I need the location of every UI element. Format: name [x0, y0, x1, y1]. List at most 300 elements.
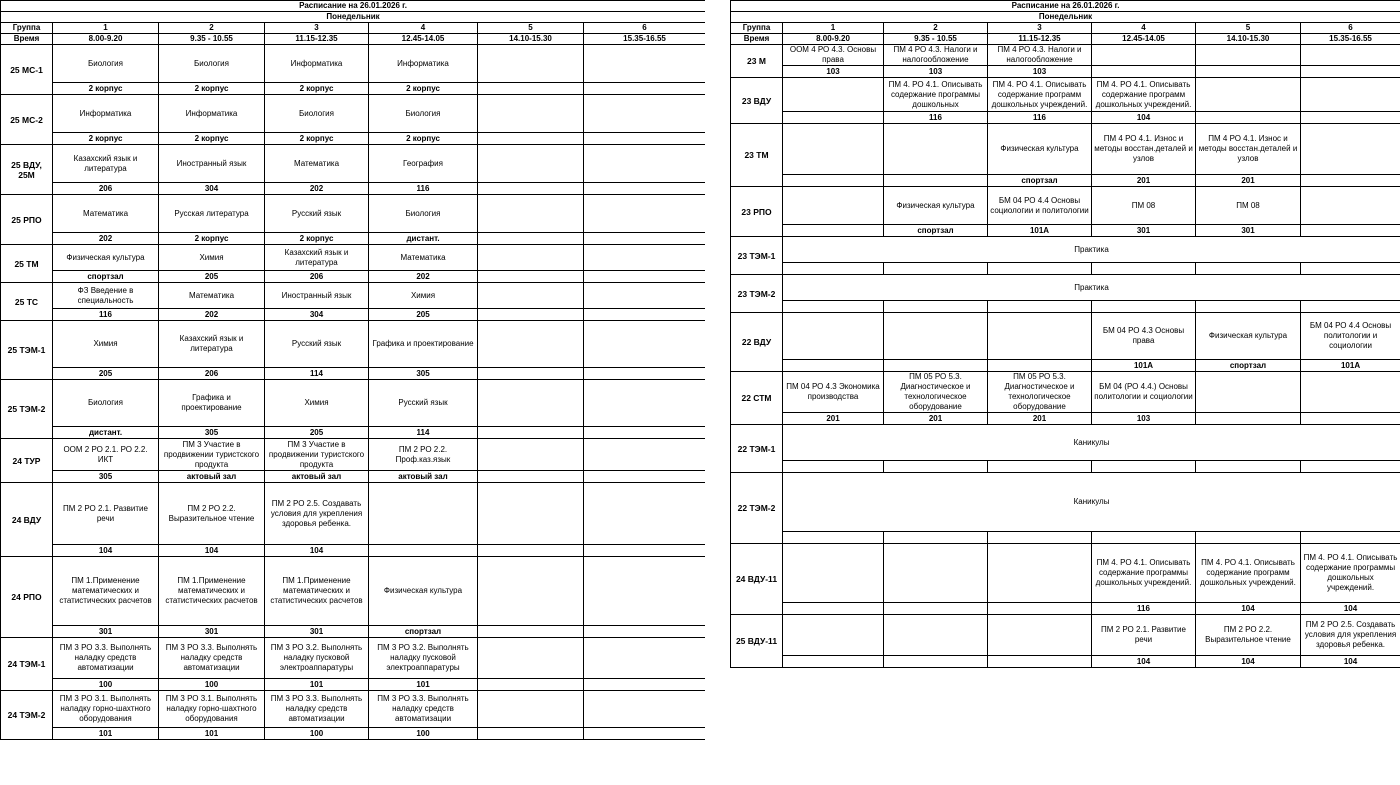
pair-number: 5	[478, 23, 584, 34]
empty-cell	[1092, 461, 1196, 473]
subject-cell: Физическая культура	[884, 187, 988, 225]
room-cell: 2 корпус	[53, 83, 159, 95]
room-cell: 201	[884, 413, 988, 425]
room-cell: 305	[53, 471, 159, 483]
pair-number: 5	[1196, 23, 1301, 34]
empty-cell	[1196, 461, 1301, 473]
group-name: 25 МС-1	[1, 45, 53, 95]
room-cell	[584, 133, 706, 145]
group-room-row	[1, 728, 706, 740]
room-cell: 2 корпус	[53, 133, 159, 145]
room-cell: 201	[1092, 175, 1196, 187]
room-cell: 104	[53, 545, 159, 557]
room-cell: 104	[159, 545, 265, 557]
pair-time: 9.35 - 10.55	[884, 34, 988, 45]
subject-cell: Казахский язык и литература	[159, 321, 265, 368]
right-schedule-table	[730, 0, 1400, 668]
group-subject-row	[1, 45, 706, 83]
group-label: Группа	[1, 23, 53, 34]
room-cell: 2 корпус	[265, 233, 369, 245]
group-name: 22 ВДУ	[731, 313, 783, 372]
room-cell: 114	[369, 427, 478, 439]
subject-cell	[1196, 78, 1301, 112]
sheet-divider	[705, 0, 730, 785]
room-cell	[478, 368, 584, 380]
room-cell: 305	[159, 427, 265, 439]
subject-cell	[1301, 187, 1400, 225]
pair-number: 2	[159, 23, 265, 34]
subject-cell: Химия	[53, 321, 159, 368]
empty-cell	[1301, 532, 1400, 544]
subject-cell: ПМ 4. РО 4.1. Описывать содержание программ дошкольных учреждений.	[988, 78, 1092, 112]
subject-cell: Информатика	[265, 45, 369, 83]
schedule-title: Расписание на 26.01.2026 г.	[731, 1, 1400, 12]
room-cell: спортзал	[884, 225, 988, 237]
group-room-row	[1, 83, 706, 95]
subject-cell	[884, 313, 988, 360]
group-name: 24 ТЭМ-1	[1, 638, 53, 691]
subject-cell	[584, 691, 706, 728]
subject-cell	[1196, 372, 1301, 413]
group-name: 24 ТУР	[1, 439, 53, 483]
empty-cell	[783, 532, 884, 544]
room-cell	[584, 183, 706, 195]
room-cell: спортзал	[1196, 360, 1301, 372]
subject-cell	[1301, 45, 1400, 66]
subject-cell: Физическая культура	[988, 124, 1092, 175]
pair-time: 14.10-15.30	[478, 34, 584, 45]
merged-activity: Каникулы	[783, 425, 1400, 461]
group-room-row	[731, 175, 1400, 187]
right-schedule-sheet	[730, 0, 1400, 668]
room-cell	[1196, 66, 1301, 78]
room-cell	[478, 626, 584, 638]
subject-cell: ПМ 3 РО 3.3. Выполнять наладку средств автоматизации	[369, 691, 478, 728]
group-subject-row	[731, 45, 1400, 66]
subject-cell	[478, 483, 584, 545]
room-cell: 116	[53, 309, 159, 321]
empty-cell	[1092, 532, 1196, 544]
subject-cell: ООМ 4 РО 4.3. Основы права	[783, 45, 884, 66]
subject-cell	[584, 45, 706, 83]
subject-cell: ПМ 4 РО 4.1. Износ и методы восстан.деталей и узлов	[1092, 124, 1196, 175]
room-cell	[478, 133, 584, 145]
subject-cell: ПМ 08	[1196, 187, 1301, 225]
group-subject-row	[1, 483, 706, 545]
day-row	[1, 12, 706, 23]
group-subject-row	[1, 321, 706, 368]
group-name: 24 ВДУ-11	[731, 544, 783, 615]
subject-cell: ПМ 3 РО 3.3. Выполнять наладку средств автоматизации	[53, 638, 159, 679]
subject-cell	[584, 195, 706, 233]
room-cell: 101	[159, 728, 265, 740]
group-name: 24 ТЭМ-2	[1, 691, 53, 740]
subject-cell	[1301, 78, 1400, 112]
subject-cell: Биология	[369, 95, 478, 133]
room-cell	[584, 83, 706, 95]
group-name: 22 ТЭМ-1	[731, 425, 783, 473]
subject-cell: Химия	[159, 245, 265, 271]
group-room-row	[731, 112, 1400, 124]
pair-time: 9.35 - 10.55	[159, 34, 265, 45]
subject-cell: ПМ 4 РО 4.1. Износ и методы восстан.деталей и узлов	[1196, 124, 1301, 175]
pair-number: 3	[988, 23, 1092, 34]
pair-number: 2	[884, 23, 988, 34]
subject-cell: Графика и проектирование	[369, 321, 478, 368]
subject-cell: Информатика	[159, 95, 265, 133]
room-cell: спортзал	[53, 271, 159, 283]
group-room-row	[1, 626, 706, 638]
subject-cell: БМ 04 РО 4.4 Основы социологии и политологии	[988, 187, 1092, 225]
subject-cell: ПМ 3 Участие в продвижении туристского продукта	[265, 439, 369, 471]
subject-cell	[478, 638, 584, 679]
subject-cell	[1301, 124, 1400, 175]
empty-cell	[783, 263, 884, 275]
empty-cell	[988, 263, 1092, 275]
empty-cell	[988, 301, 1092, 313]
subject-cell: ПМ 1.Применение математических и статистических расчетов	[159, 557, 265, 626]
pair-time: 12.45-14.05	[369, 34, 478, 45]
group-subject-row	[731, 372, 1400, 413]
group-room-row	[1, 133, 706, 145]
subject-cell	[783, 124, 884, 175]
group-label: Группа	[731, 23, 783, 34]
subject-cell: ПМ 4. РО 4.1. Описывать содержание программ дошкольных учреждений.	[1196, 544, 1301, 603]
group-subject-row	[1, 691, 706, 728]
pair-number-row	[731, 23, 1400, 34]
empty-cell	[884, 532, 988, 544]
group-room-row	[1, 545, 706, 557]
subject-cell: ПМ 04 РО 4.3 Экономика производства	[783, 372, 884, 413]
empty-cell	[1301, 263, 1400, 275]
room-cell	[584, 309, 706, 321]
pair-number: 6	[584, 23, 706, 34]
group-subject-row	[731, 78, 1400, 112]
room-cell: 100	[159, 679, 265, 691]
room-cell: 101А	[988, 225, 1092, 237]
group-subject-row	[1, 439, 706, 471]
room-cell: 201	[1196, 175, 1301, 187]
room-cell	[1301, 112, 1400, 124]
room-cell: 116	[369, 183, 478, 195]
subject-cell: ПМ 4. РО 4.1. Описывать содержание программы дошкольных учреждений.	[1092, 544, 1196, 603]
room-cell: 2 корпус	[265, 133, 369, 145]
room-cell: 100	[53, 679, 159, 691]
subject-cell: Графика и проектирование	[159, 380, 265, 427]
day-name: Понедельник	[1, 12, 706, 23]
subject-cell: География	[369, 145, 478, 183]
subject-cell	[584, 483, 706, 545]
room-cell: 301	[53, 626, 159, 638]
empty-cell	[1196, 301, 1301, 313]
room-cell: 305	[369, 368, 478, 380]
group-subject-row	[1, 380, 706, 427]
pair-time: 8.00-9.20	[53, 34, 159, 45]
subject-cell: ПМ 3 Участие в продвижении туристского продукта	[159, 439, 265, 471]
empty-cell	[1092, 301, 1196, 313]
subject-cell: Русский язык	[265, 195, 369, 233]
pair-time: 11.15-12.35	[988, 34, 1092, 45]
group-subject-row	[731, 124, 1400, 175]
subject-cell: ПМ 2 РО 2.1. Развитие речи	[53, 483, 159, 545]
room-cell: 304	[265, 309, 369, 321]
room-cell: 103	[988, 66, 1092, 78]
room-cell	[988, 603, 1092, 615]
subject-cell: ООМ 2 РО 2.1. РО 2.2. ИКТ	[53, 439, 159, 471]
group-room-row	[731, 225, 1400, 237]
group-name: 24 ВДУ	[1, 483, 53, 557]
room-cell	[478, 83, 584, 95]
room-cell	[783, 603, 884, 615]
room-cell	[783, 175, 884, 187]
subject-cell: ПМ 08	[1092, 187, 1196, 225]
room-cell: 104	[1301, 656, 1400, 668]
subject-cell: Математика	[265, 145, 369, 183]
group-room-row	[731, 603, 1400, 615]
room-cell: 100	[265, 728, 369, 740]
group-room-row	[1, 427, 706, 439]
group-room-row	[731, 301, 1400, 313]
empty-cell	[1301, 301, 1400, 313]
room-cell	[369, 545, 478, 557]
subject-cell: Биология	[265, 95, 369, 133]
group-name: 25 ТЭМ-2	[1, 380, 53, 439]
subject-cell	[783, 187, 884, 225]
room-cell: 205	[265, 427, 369, 439]
group-room-row	[1, 271, 706, 283]
room-cell	[478, 471, 584, 483]
room-cell	[783, 112, 884, 124]
group-name: 23 ТЭМ-1	[731, 237, 783, 275]
room-cell: 301	[159, 626, 265, 638]
group-name: 24 РПО	[1, 557, 53, 638]
pair-number: 1	[783, 23, 884, 34]
room-cell: 116	[884, 112, 988, 124]
subject-cell	[584, 283, 706, 309]
room-cell	[478, 271, 584, 283]
room-cell	[478, 183, 584, 195]
time-row	[1, 34, 706, 45]
subject-cell	[584, 245, 706, 271]
group-subject-row	[731, 544, 1400, 603]
room-cell	[478, 728, 584, 740]
room-cell: спортзал	[369, 626, 478, 638]
subject-cell: ПМ 2 РО 2.5. Создавать условия для укрепления здоровья ребенка.	[1301, 615, 1400, 656]
room-cell	[478, 309, 584, 321]
room-cell	[884, 656, 988, 668]
subject-cell	[584, 321, 706, 368]
room-cell	[1301, 413, 1400, 425]
room-cell	[1301, 225, 1400, 237]
room-cell	[584, 545, 706, 557]
subject-cell: Информатика	[53, 95, 159, 133]
subject-cell	[478, 145, 584, 183]
room-cell	[1196, 112, 1301, 124]
group-room-row	[731, 263, 1400, 275]
subject-cell	[478, 321, 584, 368]
subject-cell: Физическая культура	[369, 557, 478, 626]
title-row	[731, 1, 1400, 12]
group-subject-row	[731, 187, 1400, 225]
empty-cell	[988, 532, 1092, 544]
room-cell	[783, 360, 884, 372]
group-room-row	[1, 183, 706, 195]
subject-cell	[783, 78, 884, 112]
subject-cell: ПМ 3 РО 3.1. Выполнять наладку горно-шахтного оборудования	[53, 691, 159, 728]
pair-number: 4	[1092, 23, 1196, 34]
subject-cell	[478, 95, 584, 133]
subject-cell	[584, 145, 706, 183]
time-label: Время	[731, 34, 783, 45]
pair-time: 14.10-15.30	[1196, 34, 1301, 45]
room-cell: 101А	[1301, 360, 1400, 372]
subject-cell	[988, 313, 1092, 360]
group-room-row	[1, 368, 706, 380]
subject-cell	[783, 313, 884, 360]
room-cell	[1196, 413, 1301, 425]
room-cell: 201	[988, 413, 1092, 425]
room-cell	[1301, 175, 1400, 187]
subject-cell: БМ 04 РО 4.4 Основы политологии и социологии	[1301, 313, 1400, 360]
room-cell: 101	[369, 679, 478, 691]
group-subject-row	[731, 425, 1400, 461]
subject-cell: ПМ 3 РО 3.3. Выполнять наладку средств автоматизации	[159, 638, 265, 679]
room-cell: 2 корпус	[159, 233, 265, 245]
pair-time: 15.35-16.55	[584, 34, 706, 45]
room-cell: 206	[159, 368, 265, 380]
room-cell: актовый зал	[369, 471, 478, 483]
left-schedule-sheet	[0, 0, 706, 740]
subject-cell: Русский язык	[265, 321, 369, 368]
room-cell: 202	[53, 233, 159, 245]
group-room-row	[731, 656, 1400, 668]
subject-cell: Химия	[265, 380, 369, 427]
merged-activity: Каникулы	[783, 473, 1400, 532]
day-row	[731, 12, 1400, 23]
room-cell: 103	[884, 66, 988, 78]
room-cell: актовый зал	[159, 471, 265, 483]
subject-cell: ПМ 2 РО 2.1. Развитие речи	[1092, 615, 1196, 656]
subject-cell: Казахский язык и литература	[265, 245, 369, 271]
room-cell: 205	[53, 368, 159, 380]
room-cell: 104	[1301, 603, 1400, 615]
pair-time: 11.15-12.35	[265, 34, 369, 45]
empty-cell	[884, 301, 988, 313]
subject-cell: ПМ 4. РО 4.1. Описывать содержание программы дошкольных	[884, 78, 988, 112]
subject-cell	[884, 544, 988, 603]
group-name: 23 ТЭМ-2	[731, 275, 783, 313]
subject-cell: Математика	[369, 245, 478, 271]
room-cell: 101А	[1092, 360, 1196, 372]
subject-cell: ПМ 2 РО 2.2. Выразительное чтение	[159, 483, 265, 545]
room-cell: актовый зал	[265, 471, 369, 483]
room-cell: 202	[265, 183, 369, 195]
subject-cell	[369, 483, 478, 545]
subject-cell	[988, 544, 1092, 603]
time-row	[731, 34, 1400, 45]
room-cell: 2 корпус	[159, 83, 265, 95]
subject-cell	[1301, 372, 1400, 413]
room-cell	[584, 368, 706, 380]
group-name: 25 ВДУ-11	[731, 615, 783, 668]
pair-number: 3	[265, 23, 369, 34]
group-subject-row	[1, 245, 706, 271]
subject-cell	[584, 638, 706, 679]
subject-cell: Биология	[53, 380, 159, 427]
room-cell: 104	[1196, 603, 1301, 615]
group-name: 25 МС-2	[1, 95, 53, 145]
subject-cell: БМ 04 РО 4.3 Основы права	[1092, 313, 1196, 360]
empty-cell	[1092, 263, 1196, 275]
group-room-row	[731, 360, 1400, 372]
group-subject-row	[731, 237, 1400, 263]
time-label: Время	[1, 34, 53, 45]
merged-activity: Практика	[783, 237, 1400, 263]
room-cell: 205	[159, 271, 265, 283]
subject-cell	[478, 380, 584, 427]
group-room-row	[1, 471, 706, 483]
subject-cell	[988, 615, 1092, 656]
room-cell: 104	[1092, 656, 1196, 668]
subject-cell: Математика	[159, 283, 265, 309]
subject-cell: Физическая культура	[53, 245, 159, 271]
room-cell: 104	[1196, 656, 1301, 668]
group-subject-row	[1, 195, 706, 233]
group-name: 25 ВДУ, 25М	[1, 145, 53, 195]
subject-cell: ФЗ Введение в специальность	[53, 283, 159, 309]
room-cell: 2 корпус	[369, 83, 478, 95]
room-cell: 101	[53, 728, 159, 740]
pair-number: 6	[1301, 23, 1400, 34]
subject-cell: БМ 04 (РО 4.4.) Основы политологии и социологии	[1092, 372, 1196, 413]
room-cell	[884, 360, 988, 372]
room-cell	[988, 360, 1092, 372]
room-cell: 103	[783, 66, 884, 78]
title-row	[1, 1, 706, 12]
pair-time: 8.00-9.20	[783, 34, 884, 45]
room-cell	[584, 626, 706, 638]
subject-cell	[1196, 45, 1301, 66]
room-cell	[478, 233, 584, 245]
subject-cell: ПМ 4. РО 4.1. Описывать содержание программ дошкольных учреждений.	[1092, 78, 1196, 112]
subject-cell	[584, 557, 706, 626]
subject-cell: Биология	[369, 195, 478, 233]
pair-time: 15.35-16.55	[1301, 34, 1400, 45]
subject-cell	[478, 439, 584, 471]
room-cell: 101	[265, 679, 369, 691]
room-cell	[584, 728, 706, 740]
group-room-row	[731, 413, 1400, 425]
room-cell	[478, 545, 584, 557]
subject-cell	[478, 195, 584, 233]
room-cell: 301	[1196, 225, 1301, 237]
room-cell: 2 корпус	[265, 83, 369, 95]
subject-cell: Казахский язык и литература	[53, 145, 159, 183]
subject-cell	[884, 615, 988, 656]
room-cell: 304	[159, 183, 265, 195]
room-cell: 205	[369, 309, 478, 321]
empty-cell	[1301, 461, 1400, 473]
schedule-title: Расписание на 26.01.2026 г.	[1, 1, 706, 12]
room-cell: 104	[265, 545, 369, 557]
room-cell	[783, 656, 884, 668]
room-cell	[884, 175, 988, 187]
empty-cell	[884, 461, 988, 473]
subject-cell: ПМ 4 РО 4.3. Налоги и налогообложение	[988, 45, 1092, 66]
subject-cell: ПМ 05 РО 5.3. Диагностическое и технологическое оборудование	[988, 372, 1092, 413]
subject-cell: Биология	[53, 45, 159, 83]
subject-cell: ПМ 3 РО 3.1. Выполнять наладку горно-шахтного оборудования	[159, 691, 265, 728]
